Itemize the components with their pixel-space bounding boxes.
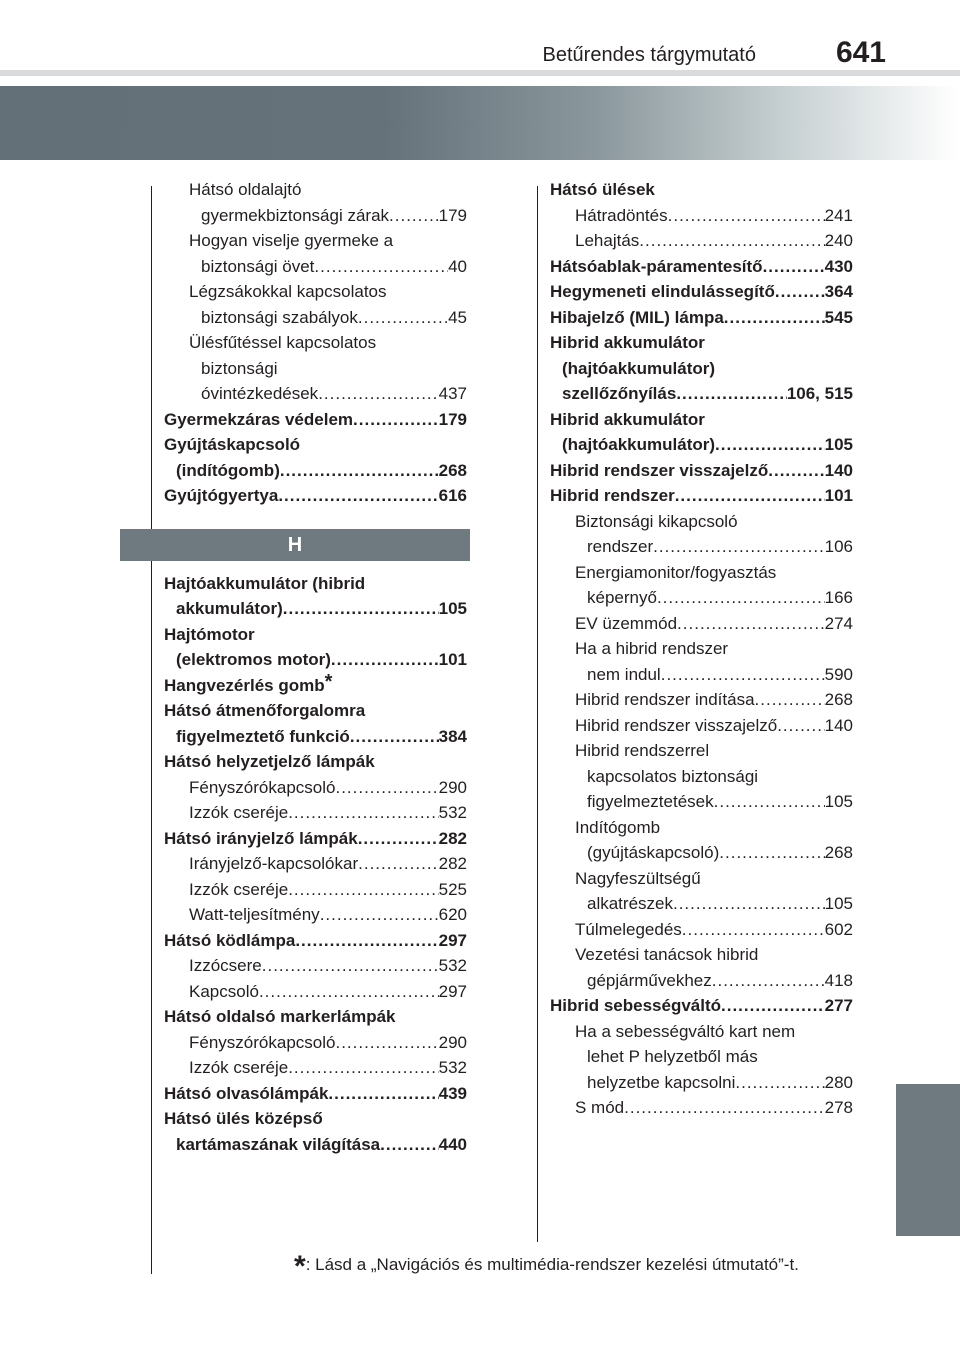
dot-leader <box>320 902 439 928</box>
index-entry <box>550 815 853 841</box>
index-entry-label: akkumulátor) <box>176 599 283 618</box>
index-entry <box>164 1004 467 1030</box>
index-entry-label: (indítógomb) <box>176 460 280 480</box>
dot-leader <box>775 279 825 305</box>
index-entry-page[interactable]: 384 <box>438 726 467 746</box>
index-entry <box>550 968 853 994</box>
dot-leader <box>755 687 825 713</box>
dot-leader <box>661 662 825 688</box>
index-entry-label: (gyújtáskapcsoló) <box>587 843 720 862</box>
index-entry <box>550 458 853 484</box>
index-entry <box>164 1055 467 1081</box>
index-entry-page[interactable]: 290 <box>438 777 467 797</box>
index-entry-label: Fényszórókapcsoló <box>189 1032 336 1052</box>
index-entry-page[interactable]: 418 <box>824 970 853 990</box>
index-entry: Hangvezérlés gomb * <box>164 673 467 699</box>
dot-leader <box>335 1030 438 1056</box>
index-entry-page[interactable]: 532 <box>438 803 467 822</box>
index-entry <box>550 534 853 560</box>
dot-leader <box>335 775 438 801</box>
dot-leader <box>777 713 824 739</box>
index-entry-page[interactable]: 268 <box>438 460 467 480</box>
dot-leader <box>358 851 438 877</box>
index-entry-page[interactable]: 45 <box>448 307 467 327</box>
index-entry <box>550 738 853 764</box>
index-entry <box>550 917 853 943</box>
index-entry-label: Hegymeneti elindulássegítő <box>550 282 775 301</box>
index-entry-page[interactable]: 105 <box>824 435 853 454</box>
index-entry-page[interactable]: 274 <box>824 613 853 633</box>
index-entry-label: Hátsóablak-páramentesítő <box>550 256 763 276</box>
index-entry <box>550 330 853 356</box>
index-entry <box>164 698 467 724</box>
index-entry-label: Hátsó oldalsó markerlámpák <box>164 1007 396 1026</box>
index-entry <box>164 458 467 484</box>
index-entry-label: Hajtóakkumulátor (hibrid <box>164 573 366 593</box>
index-entry-label: gépjárművekhez <box>587 970 712 990</box>
chapter-thumb-tab[interactable] <box>896 1084 960 1236</box>
index-entry <box>550 381 853 407</box>
index-entry <box>550 1019 853 1045</box>
index-entry-label: nem indul <box>587 664 661 684</box>
center-column-rule <box>537 186 538 1242</box>
dot-leader <box>721 993 825 1019</box>
index-entry-label: Hátsó átmenőforgalomra <box>164 701 366 720</box>
index-entry-page[interactable]: 525 <box>438 879 467 899</box>
index-entry-label: Indítógomb <box>575 817 661 837</box>
dot-leader <box>724 305 825 331</box>
index-entry-label: Nagyfeszültségű <box>575 868 701 888</box>
index-entry-page[interactable]: 620 <box>438 905 467 924</box>
index-entry-label: gyermekbiztonsági zárak <box>201 205 390 225</box>
index-entry <box>164 877 467 903</box>
index-entry-page[interactable]: 364 <box>824 282 853 301</box>
dot-leader <box>288 800 438 826</box>
index-entry-label: Hátsó irányjelző lámpák <box>164 828 358 848</box>
dot-leader <box>280 458 439 484</box>
index-entry-label: Gyújtáskapcsoló <box>164 435 301 454</box>
dot-leader <box>328 1081 438 1107</box>
dot-leader <box>668 203 825 229</box>
index-entry-label: Hibrid akkumulátor <box>550 409 705 429</box>
index-entry <box>164 979 467 1005</box>
index-entry <box>550 891 853 917</box>
index-entry-label: Hibrid sebességváltó <box>550 996 722 1015</box>
index-entry-label: Vezetési tanácsok hibrid <box>575 945 759 964</box>
index-entry <box>550 1070 853 1096</box>
dot-leader <box>259 979 439 1005</box>
index-entry-label: rendszer <box>587 537 654 556</box>
dot-leader <box>353 407 439 433</box>
index-entry <box>164 279 467 305</box>
index-entry-page[interactable]: 590 <box>824 664 853 684</box>
index-entry-label: Biztonsági kikapcsoló <box>575 511 738 531</box>
dot-leader <box>295 928 438 954</box>
index-block-h-continued <box>550 177 853 1121</box>
index-entry-page[interactable]: 439 <box>438 1083 467 1103</box>
index-entry-label: Hátsó ködlámpa <box>164 930 296 950</box>
index-entry <box>550 585 853 611</box>
index-entry <box>164 622 467 648</box>
index-entry-label: Fényszórókapcsoló <box>189 777 336 797</box>
index-entry-label: Hátsó ülés középső <box>164 1109 323 1128</box>
index-entry-page[interactable]: 240 <box>824 231 853 250</box>
index-entry <box>164 775 467 801</box>
dot-leader <box>735 1070 824 1096</box>
dot-leader <box>314 254 448 280</box>
dot-leader <box>358 826 439 852</box>
index-entry <box>164 305 467 331</box>
index-entry <box>550 636 853 662</box>
index-entry-label: Hogyan viselje gyermeke a <box>189 231 394 250</box>
index-entry <box>550 993 853 1019</box>
index-entry <box>164 596 467 622</box>
index-entry-page[interactable]: 532 <box>438 1058 467 1077</box>
dot-leader <box>318 381 438 407</box>
dot-leader <box>262 953 439 979</box>
dot-leader <box>719 840 824 866</box>
index-entry-label: Túlmelegedés <box>575 919 682 939</box>
index-entry <box>164 851 467 877</box>
index-entry-label: Irányjelző-kapcsolókar <box>189 854 359 873</box>
index-entry-page[interactable]: 106 <box>824 537 853 556</box>
index-entry <box>550 611 853 637</box>
index-entry-label: (hajtóakkumulátor) <box>562 435 716 454</box>
index-entry-page[interactable]: 430 <box>824 256 853 276</box>
index-entry-label: Hibrid rendszer visszajelző <box>550 460 769 480</box>
dot-leader <box>331 647 439 673</box>
index-entry-label: (hajtóakkumulátor) <box>562 358 716 378</box>
index-entry-page[interactable]: 268 <box>824 690 853 709</box>
index-entry <box>550 764 853 790</box>
index-block-g <box>164 177 467 509</box>
index-entry <box>164 177 467 203</box>
index-entry <box>550 662 853 688</box>
index-entry <box>550 942 853 968</box>
index-entry-page[interactable]: 602 <box>824 919 853 939</box>
index-entry-label: Gyermekzáras védelem <box>164 409 354 429</box>
footnote <box>294 1244 799 1283</box>
index-entry <box>164 483 467 509</box>
index-entry-label: helyzetbe kapcsolni <box>587 1072 736 1092</box>
index-entry-page[interactable]: 532 <box>438 956 467 975</box>
index-entry-page[interactable]: 241 <box>824 205 853 225</box>
index-entry-page[interactable]: 106, 515 <box>786 384 853 403</box>
page-header-title: Betűrendes tárgymutató <box>542 44 756 66</box>
dot-leader <box>288 877 438 903</box>
dot-leader <box>624 1095 824 1121</box>
index-entry-page[interactable]: 179 <box>438 409 467 429</box>
dot-leader <box>682 917 825 943</box>
index-entry-page[interactable]: 179 <box>438 205 467 225</box>
index-entry-label: Ülésfűtéssel kapcsolatos <box>189 333 377 352</box>
index-entry-label: Hibrid rendszerrel <box>575 741 710 760</box>
index-entry-label: Energiamonitor/fogyasztás <box>575 562 777 582</box>
index-entry-label: biztonsági szabályok <box>201 307 358 327</box>
index-entry-label: figyelmeztető funkció <box>176 726 350 746</box>
dot-leader <box>673 891 825 917</box>
index-entry-label: biztonsági <box>201 358 278 378</box>
index-entry <box>164 1081 467 1107</box>
dot-leader <box>712 968 825 994</box>
index-column-left <box>164 177 467 1157</box>
index-entry-page[interactable]: 140 <box>824 715 853 735</box>
index-entry-label: Izzók cseréje <box>189 1058 289 1077</box>
index-entry-page[interactable]: 268 <box>824 843 853 862</box>
index-entry <box>550 254 853 280</box>
index-entry <box>164 228 467 254</box>
index-entry <box>164 1132 467 1158</box>
index-entry <box>550 866 853 892</box>
index-entry <box>550 203 853 229</box>
index-entry-page[interactable]: 440 <box>438 1134 467 1154</box>
index-entry-label: Hátsó helyzetjelző lámpák <box>164 752 375 771</box>
index-entry-page[interactable]: 140 <box>824 460 853 480</box>
index-entry-label: kapcsolatos biztonsági <box>587 766 759 786</box>
index-entry-page[interactable]: 437 <box>438 384 467 403</box>
index-entry-label: biztonsági övet <box>201 256 315 276</box>
index-entry <box>550 789 853 815</box>
dot-leader <box>677 611 825 637</box>
dot-leader <box>358 305 448 331</box>
index-entry-label: Izzók cseréje <box>189 803 289 822</box>
index-entry-page[interactable]: 280 <box>824 1072 853 1092</box>
index-entry <box>164 953 467 979</box>
index-entry <box>164 902 467 928</box>
index-entry <box>164 254 467 280</box>
index-entry <box>164 647 467 673</box>
left-column-rule <box>151 186 152 1274</box>
index-entry-label: EV üzemmód <box>575 613 678 633</box>
index-entry <box>164 1106 467 1132</box>
index-entry-page[interactable]: 105 <box>824 792 853 811</box>
index-entry-label: Watt-teljesítmény <box>189 905 320 924</box>
index-entry-page[interactable]: 545 <box>824 307 853 327</box>
index-entry <box>550 509 853 535</box>
index-entry-label: Kapcsoló <box>189 981 259 1001</box>
index-entry <box>164 1030 467 1056</box>
index-entry-label: Hangvezérlés gomb <box>164 675 325 695</box>
index-entry-label: lehet P helyzetből más <box>587 1047 758 1066</box>
index-entry-label: Hibrid rendszer visszajelző <box>575 715 778 735</box>
index-entry-label: Hibrid akkumulátor <box>550 333 705 352</box>
index-entry <box>164 356 467 382</box>
index-entry <box>550 560 853 586</box>
header-bar <box>0 0 960 76</box>
index-entry-page[interactable]: 277 <box>824 996 853 1015</box>
index-entry <box>164 381 467 407</box>
index-entry <box>164 203 467 229</box>
index-entry <box>550 407 853 433</box>
index-entry-label: Hátsó ülések <box>550 180 655 199</box>
index-entry-label: Hátradöntés <box>575 205 668 225</box>
index-entry <box>550 687 853 713</box>
index-block-h <box>164 571 467 1158</box>
index-entry-page[interactable]: 105 <box>438 599 467 618</box>
footnote-star: * <box>294 1250 306 1283</box>
dot-leader <box>657 585 825 611</box>
dot-leader <box>288 1055 438 1081</box>
index-entry-label: (elektromos motor) <box>176 650 331 669</box>
index-entry-label: óvintézkedések <box>201 384 319 403</box>
dot-leader <box>380 1132 439 1158</box>
index-entry-page[interactable]: 101 <box>824 486 853 505</box>
index-entry-page[interactable]: 297 <box>438 981 467 1001</box>
dot-leader <box>768 458 824 484</box>
index-entry <box>550 177 853 203</box>
index-entry-page[interactable]: 105 <box>824 894 853 913</box>
index-entry-label: Gyújtógyertya <box>164 486 279 505</box>
index-entry <box>164 407 467 433</box>
dot-leader <box>676 381 786 407</box>
index-entry-page[interactable]: 101 <box>438 650 467 669</box>
index-entry-label: Hibrid rendszer <box>550 486 675 505</box>
index-entry-label: Hajtómotor <box>164 624 255 644</box>
index-entry-page[interactable]: 616 <box>438 486 467 505</box>
index-entry <box>164 826 467 852</box>
dot-leader <box>763 254 825 280</box>
index-entry-page[interactable]: 282 <box>438 828 467 848</box>
index-entry-label: Ha a sebességváltó kart nem <box>575 1021 796 1041</box>
dot-leader <box>350 724 439 750</box>
dot-leader <box>715 432 825 458</box>
index-entry <box>164 749 467 775</box>
index-entry <box>550 1044 853 1070</box>
index-entry-page[interactable]: 40 <box>448 256 467 276</box>
index-entry-page[interactable]: 166 <box>824 588 853 607</box>
index-entry <box>164 571 467 597</box>
index-entry-label: kartámaszának világítása <box>176 1134 381 1154</box>
index-entry-label: Hátsó olvasólámpák <box>164 1083 329 1103</box>
index-entry <box>550 432 853 458</box>
index-entry-page[interactable]: 278 <box>824 1098 853 1117</box>
index-entry-label: szellőzőnyílás <box>562 384 677 403</box>
index-entry-label: Izzócsere <box>189 956 262 975</box>
index-entry-label: képernyő <box>587 588 657 607</box>
dot-leader <box>653 534 824 560</box>
index-entry <box>164 928 467 954</box>
index-entry <box>550 279 853 305</box>
dot-leader <box>639 228 824 254</box>
index-entry <box>550 305 853 331</box>
index-entry <box>550 356 853 382</box>
section-letter-h: H <box>120 529 470 561</box>
index-column-right <box>550 177 853 1121</box>
index-entry <box>164 800 467 826</box>
index-entry-label: Hátsó oldalajtó <box>189 180 302 199</box>
footnote-text: : Lásd a „Navigációs és multimédia-rendszer kezelési útmutató”-t. <box>305 1255 799 1274</box>
index-entry <box>550 483 853 509</box>
index-entry-page[interactable]: 282 <box>438 854 467 873</box>
index-entry <box>164 432 467 458</box>
index-entry <box>550 228 853 254</box>
index-entry-label: Izzók cseréje <box>189 879 289 899</box>
dot-leader <box>675 483 825 509</box>
index-entry <box>550 1095 853 1121</box>
index-entry <box>550 713 853 739</box>
index-entry-label: Légzsákokkal kapcsolatos <box>189 282 387 301</box>
index-entry <box>164 724 467 750</box>
index-entry-label: Ha a hibrid rendszer <box>575 639 729 658</box>
page-number: 641 <box>835 36 886 69</box>
index-entry-label: S mód <box>575 1098 625 1117</box>
index-entry-label: alkatrészek <box>587 894 673 913</box>
dot-leader <box>283 596 439 622</box>
index-entry-label: Hibrid rendszer indítása <box>575 690 755 709</box>
index-entry-label: Lehajtás <box>575 231 640 250</box>
index-entry-label: Hibajelző (MIL) lámpa <box>550 307 724 327</box>
dot-leader <box>278 483 438 509</box>
dot-leader <box>389 203 439 229</box>
header-gradient-band <box>0 86 960 160</box>
index-entry-page[interactable]: 297 <box>438 930 467 950</box>
dot-leader <box>714 789 825 815</box>
index-entry-label: figyelmeztetések <box>587 792 714 811</box>
index-entry-page[interactable]: 290 <box>438 1032 467 1052</box>
index-entry <box>550 840 853 866</box>
index-entry <box>164 330 467 356</box>
